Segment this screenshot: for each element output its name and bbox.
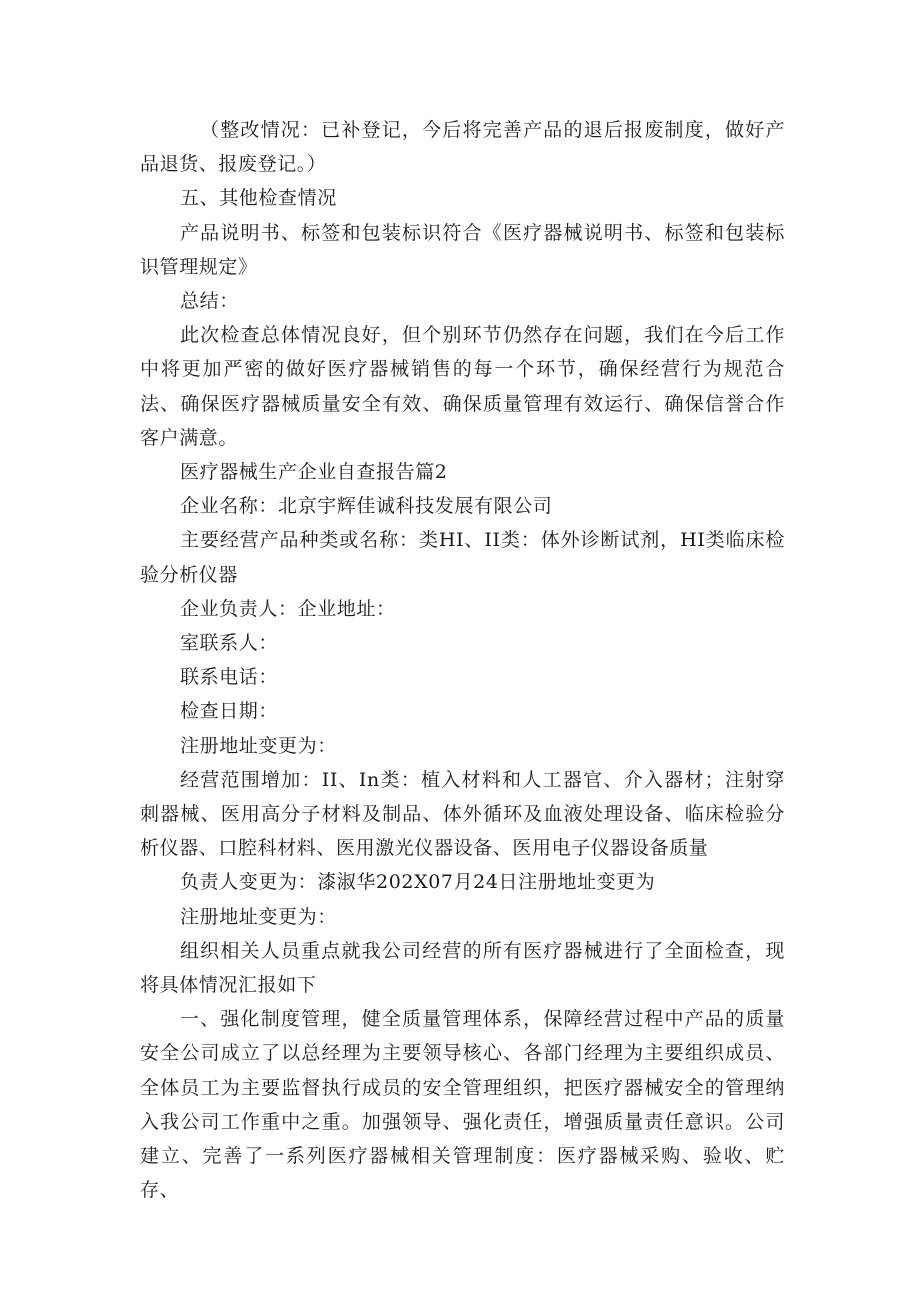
report-title-part2: 医疗器械生产企业自查报告篇2: [180, 461, 448, 484]
business-scope-addition: 经营范围增加：II、In类：植入材料和人工器官、介入器材；注射穿刺器械、医用高分子材料及制品、体外循环及血液处理设备、临床检验分析仪器、口腔科材料、医用激光仪器设备、医用电子仪器设备质量: [140, 768, 785, 860]
company-name: 企业名称：北京宇辉佳诚科技发展有限公司: [180, 495, 553, 518]
contact-phone: 联系电话：: [180, 666, 279, 689]
registered-address-change-2: 注册地址变更为：: [180, 905, 337, 928]
rectification-note: （整改情况：已补登记，今后将完善产品的退后报废制度，做好产品退货、报废登记。）: [140, 119, 785, 176]
paragraph-summary: 此次检查总体情况良好，但个别环节仍然存在问题，我们在今后工作中将更加严密的做好医疗器械销售的每一个环节，确保经营行为规范合法、确保医疗器械质量安全有效、确保质量管理有效运行、确保信誉合作客户满意。: [140, 324, 785, 449]
main-products: 主要经营产品种类或名称：类HI、II类：体外诊断试剂，HI类临床检验分析仪器: [140, 529, 785, 586]
summary-heading: 总结：: [180, 290, 239, 313]
section-heading-other-checks: 五、其他检查情况: [180, 187, 337, 210]
person-in-charge-change: 负责人变更为：漆淑华202X07月24日注册地址变更为: [180, 871, 656, 894]
document-body: [140, 113, 785, 1208]
inspection-overview: 组织相关人员重点就我公司经营的所有医疗器械进行了全面检查，现将具体情况汇报如下: [140, 939, 785, 997]
paragraph-labeling: 产品说明书、标签和包装标识符合《医疗器械说明书、标签和包装标识管理规定》: [140, 221, 785, 278]
inspection-date: 检查日期：: [180, 700, 279, 723]
company-head-address: 企业负责人：企业地址：: [180, 597, 396, 620]
registered-address-change: 注册地址变更为：: [180, 734, 337, 757]
contact-person: 室联系人：: [180, 632, 279, 655]
paragraph-system-management: 一、强化制度管理，健全质量管理体系，保障经营过程中产品的质量安全公司成立了以总经理为主要领导核心、各部门经理为主要组织成员、全体员工为主要监督执行成员的安全管理组织，把医疗器械安全的管理纳入我公司工作重中之重。加强领导、强化责任，增强质量责任意识。公司建立、完善了一系列医疗器械相关管理制度：医疗器械采购、验收、贮存、: [140, 1008, 785, 1202]
